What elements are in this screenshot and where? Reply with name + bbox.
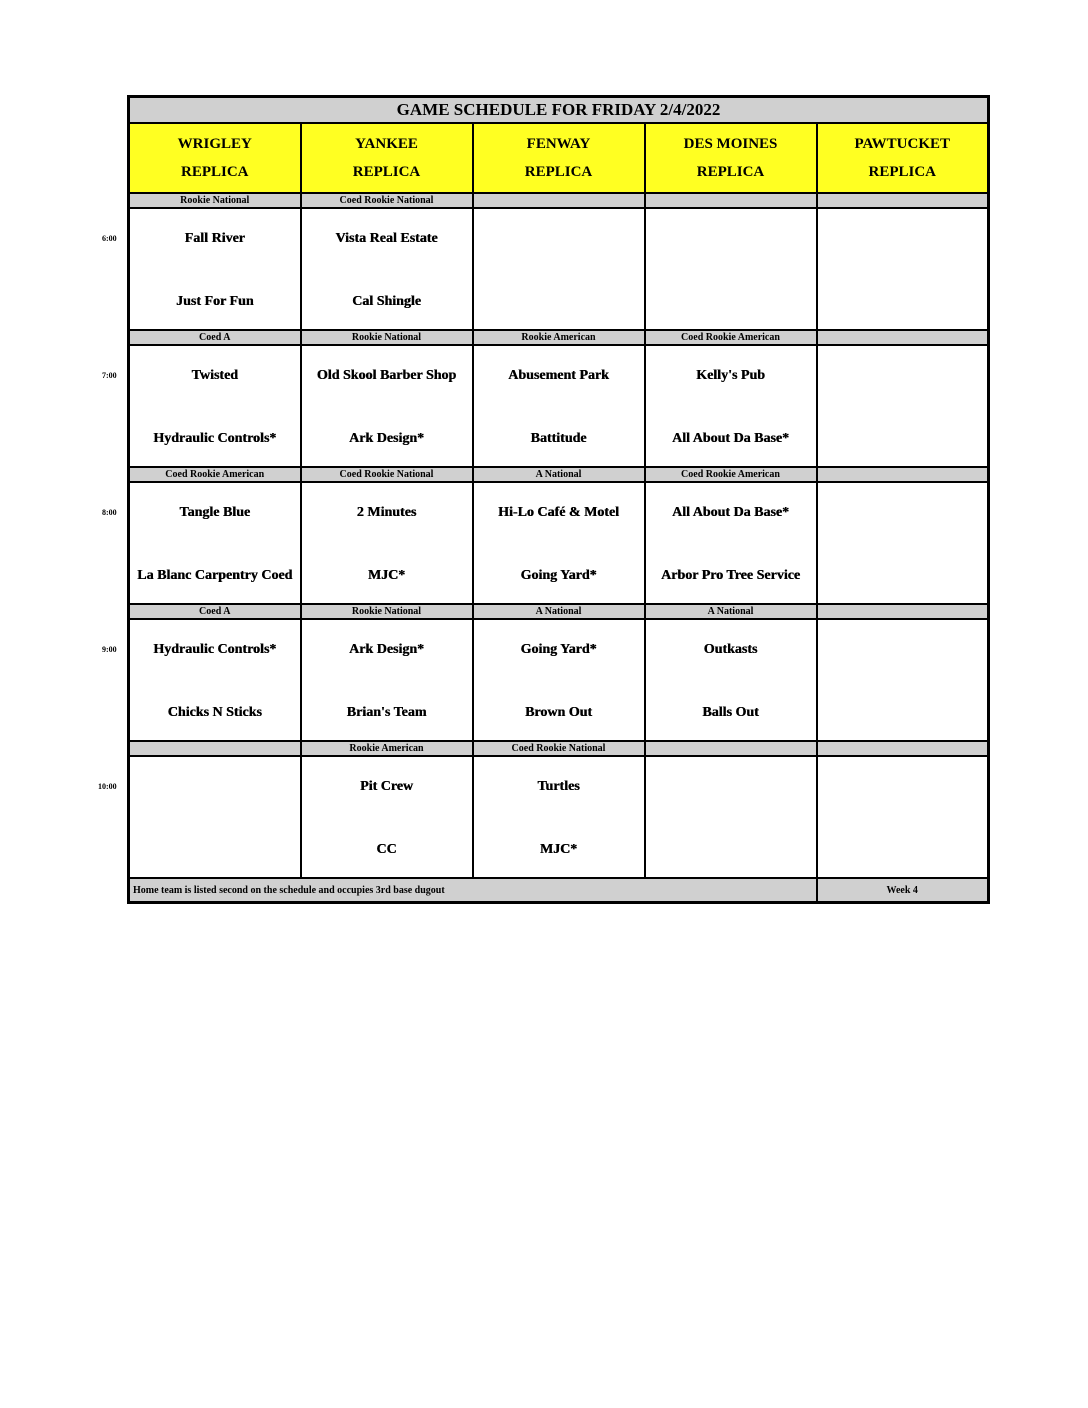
- game-cell: [301, 482, 473, 604]
- schedule-title: GAME SCHEDULE FOR FRIDAY 2/4/2022: [129, 97, 989, 124]
- home-team: Hydraulic Controls*: [153, 431, 277, 446]
- home-team: Chicks N Sticks: [167, 705, 262, 720]
- game-cell: [129, 345, 301, 467]
- game-cell: [301, 345, 473, 467]
- game-row: [129, 482, 989, 604]
- field-name: FENWAY: [526, 136, 591, 152]
- away-team: Old Skool Barber Shop: [316, 368, 457, 383]
- division-row: [129, 330, 989, 345]
- game-cell: [129, 756, 301, 878]
- game-cell: [129, 208, 301, 330]
- field-type: REPLICA: [524, 164, 593, 180]
- division-label: Rookie National: [301, 330, 473, 345]
- away-team: Going Yard*: [520, 642, 597, 657]
- division-label: A National: [473, 604, 645, 619]
- field-name: PAWTUCKET: [854, 136, 951, 152]
- away-team: Pit Crew: [360, 779, 413, 794]
- division-label: [817, 741, 989, 756]
- field-type: REPLICA: [352, 164, 421, 180]
- home-team: Battitude: [530, 431, 587, 446]
- game-cell: [301, 756, 473, 878]
- division-label: [473, 193, 645, 208]
- division-label: [817, 330, 989, 345]
- game-cell: [301, 208, 473, 330]
- away-team: 2 Minutes: [356, 505, 417, 520]
- game-cell: [301, 619, 473, 741]
- home-team: Brian's Team: [346, 705, 427, 720]
- field-header: [817, 123, 989, 193]
- game-cell: [129, 482, 301, 604]
- away-team: Ark Design*: [348, 642, 425, 657]
- field-type: REPLICA: [180, 164, 249, 180]
- division-label: Rookie American: [473, 330, 645, 345]
- away-team: Turtles: [537, 779, 580, 794]
- home-team: Arbor Pro Tree Service: [660, 568, 801, 583]
- game-cell: [645, 756, 817, 878]
- title-row: [129, 97, 989, 124]
- division-row: [129, 193, 989, 208]
- field-name: DES MOINES: [683, 136, 778, 152]
- away-team: All About Da Base*: [671, 505, 790, 520]
- field-name: YANKEE: [355, 136, 418, 152]
- division-label: [817, 604, 989, 619]
- away-team: Tangle Blue: [179, 505, 251, 520]
- away-team: Twisted: [191, 368, 238, 383]
- game-row: [129, 208, 989, 330]
- division-label: Coed A: [129, 604, 301, 619]
- time-label: 8:00: [102, 508, 117, 517]
- field-header-row: [129, 123, 989, 193]
- division-label: Rookie National: [301, 604, 473, 619]
- division-label: Rookie American: [301, 741, 473, 756]
- field-header: [301, 123, 473, 193]
- game-cell: [473, 756, 645, 878]
- home-team: Brown Out: [524, 705, 593, 720]
- schedule-body: [129, 97, 989, 903]
- game-row: [129, 619, 989, 741]
- home-team: Balls Out: [702, 705, 759, 720]
- footer-note: [129, 878, 817, 903]
- away-team: Vista Real Estate: [335, 231, 438, 246]
- division-label: Coed Rookie American: [645, 330, 817, 345]
- week-label: Week 4: [817, 878, 989, 903]
- division-label: [129, 741, 301, 756]
- time-label: 6:00: [102, 234, 117, 243]
- game-cell: [645, 208, 817, 330]
- footer-row: [129, 878, 989, 903]
- game-cell: [817, 756, 989, 878]
- game-cell: [817, 345, 989, 467]
- field-header: [473, 123, 645, 193]
- game-cell: [473, 619, 645, 741]
- home-team: Going Yard*: [520, 568, 597, 583]
- division-label: Coed Rookie National: [301, 467, 473, 482]
- division-label: Coed Rookie National: [473, 741, 645, 756]
- game-cell: [645, 482, 817, 604]
- time-label: 9:00: [102, 645, 117, 654]
- away-team: Hydraulic Controls*: [153, 642, 277, 657]
- game-cell: [817, 482, 989, 604]
- home-team: La Blanc Carpentry Coed: [137, 568, 293, 583]
- division-label: A National: [645, 604, 817, 619]
- division-label: [645, 741, 817, 756]
- division-label: A National: [473, 467, 645, 482]
- division-row: [129, 741, 989, 756]
- game-cell: [645, 619, 817, 741]
- game-cell: [645, 345, 817, 467]
- away-team: Fall River: [184, 231, 245, 246]
- home-team: MJC*: [539, 842, 578, 857]
- footer-note-text: Home team is listed second on the schedule and occupies 3rd base dugout: [133, 884, 445, 896]
- game-cell: [817, 619, 989, 741]
- home-team: Ark Design*: [348, 431, 425, 446]
- home-team: All About Da Base*: [671, 431, 790, 446]
- game-cell: [817, 208, 989, 330]
- game-cell: [473, 345, 645, 467]
- division-label: [645, 193, 817, 208]
- field-header: [645, 123, 817, 193]
- field-header: [129, 123, 301, 193]
- division-label: Coed A: [129, 330, 301, 345]
- away-team: Hi-Lo Café & Motel: [498, 505, 619, 520]
- away-team: Outkasts: [703, 642, 758, 657]
- division-label: [817, 467, 989, 482]
- time-label: 10:00: [98, 782, 117, 791]
- division-row: [129, 467, 989, 482]
- home-team: MJC*: [367, 568, 406, 583]
- time-label: 7:00: [102, 371, 117, 380]
- division-label: Coed Rookie American: [645, 467, 817, 482]
- game-cell: [473, 482, 645, 604]
- division-label: Coed Rookie American: [129, 467, 301, 482]
- division-label: Coed Rookie National: [301, 193, 473, 208]
- field-name: WRIGLEY: [177, 136, 252, 152]
- field-type: REPLICA: [868, 164, 936, 180]
- field-type: REPLICA: [696, 164, 765, 180]
- away-team: Abusement Park: [508, 368, 609, 383]
- game-cell: [473, 208, 645, 330]
- division-row: [129, 604, 989, 619]
- home-team: Just For Fun: [175, 294, 254, 309]
- division-label: [817, 193, 989, 208]
- division-label: Rookie National: [129, 193, 301, 208]
- away-team: Kelly's Pub: [696, 368, 765, 383]
- home-team: Cal Shingle: [352, 294, 421, 309]
- home-team: CC: [376, 842, 397, 857]
- game-row: [129, 345, 989, 467]
- game-row: [129, 756, 989, 878]
- schedule-table: [127, 95, 990, 904]
- game-cell: [129, 619, 301, 741]
